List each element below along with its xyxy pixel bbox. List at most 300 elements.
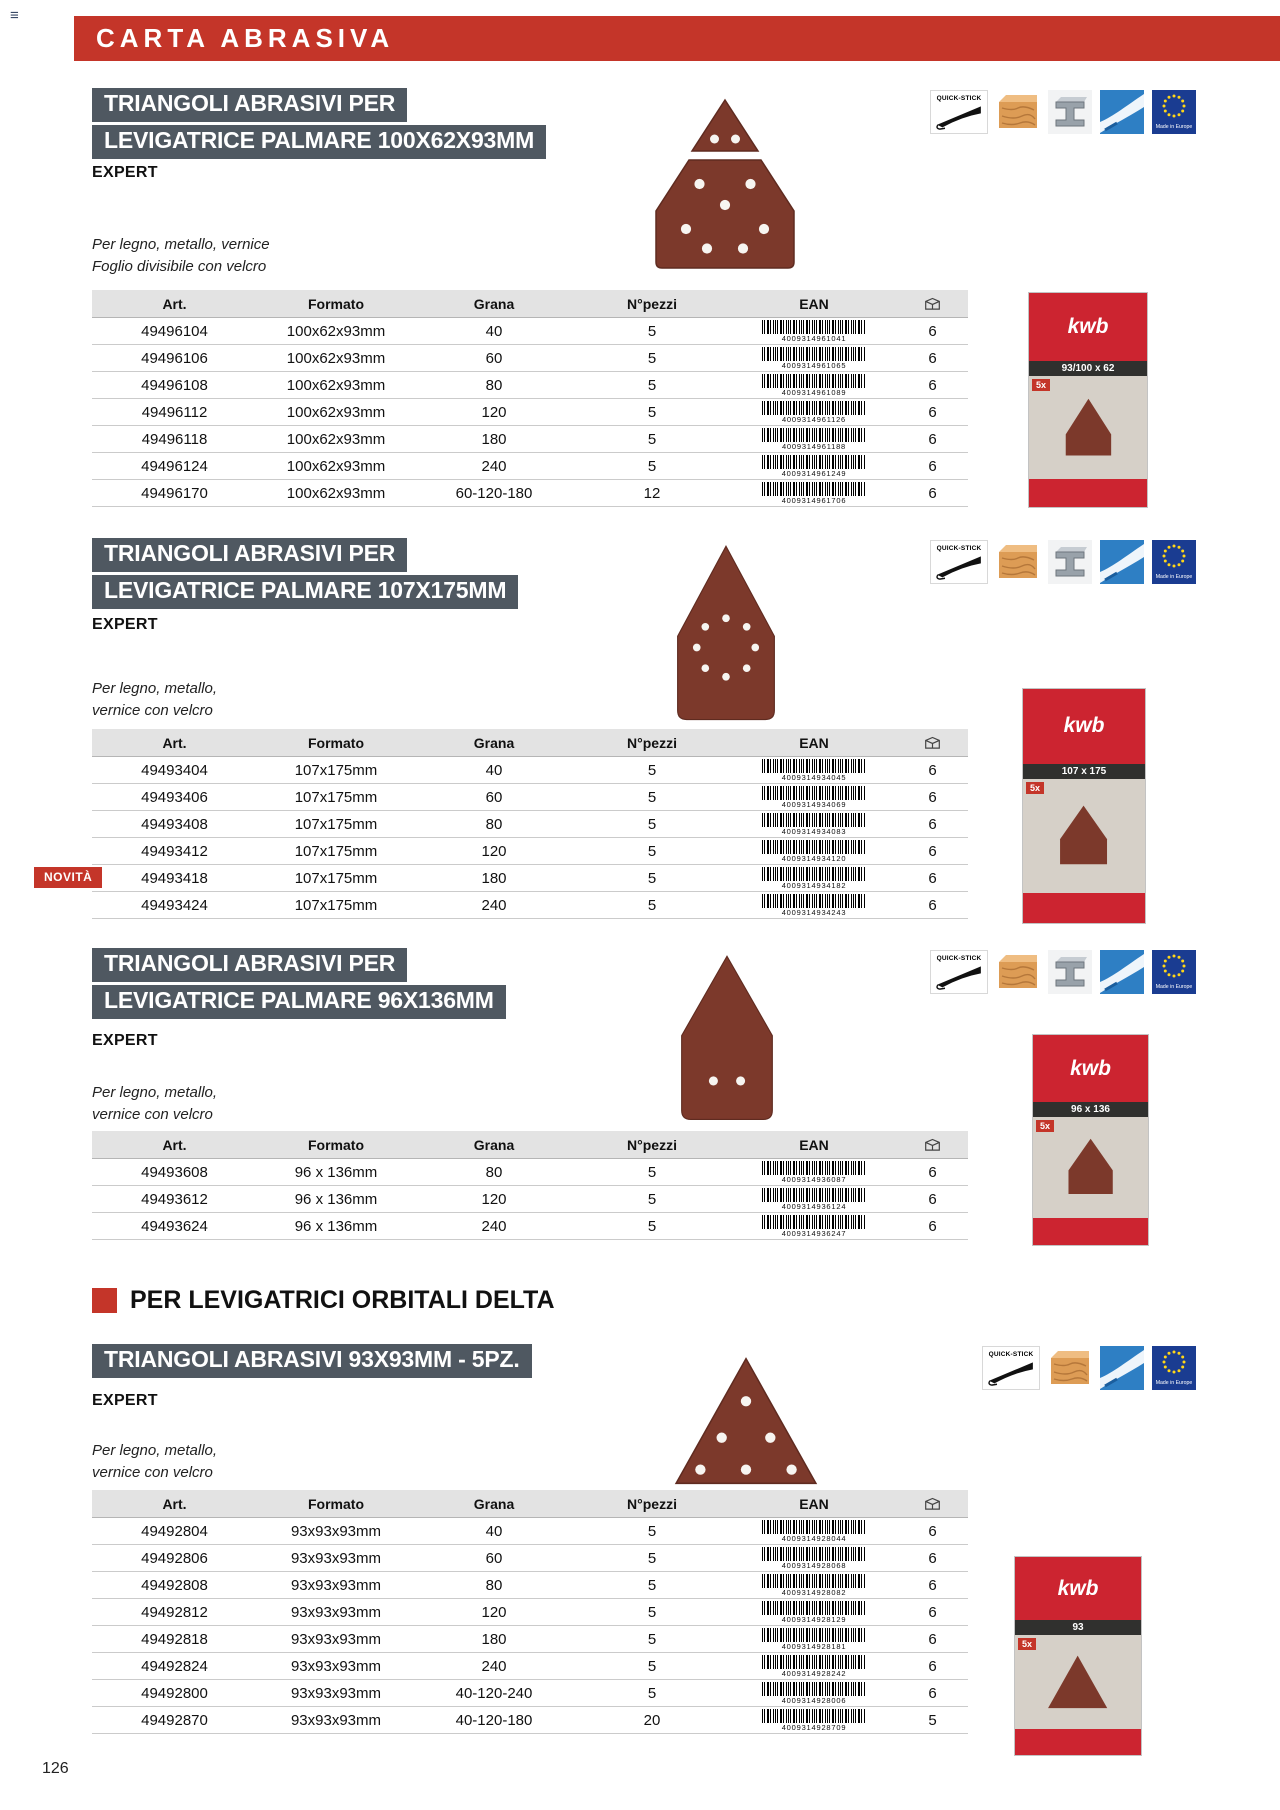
header-ean: EAN (799, 734, 829, 751)
barcode (762, 374, 866, 388)
pieces-value: 5 (647, 322, 657, 340)
section-title-line: LEVIGATRICE PALMARE 100X62X93MM (92, 125, 546, 159)
barcode (762, 320, 866, 334)
ean-cell (731, 1628, 897, 1651)
grit-value: 80 (485, 1163, 503, 1181)
article-number: 49493608 (141, 1163, 208, 1181)
kwb-logo: kwb (1033, 1035, 1148, 1102)
format-value: 100x62x93mm (286, 457, 386, 475)
article-number: 49492804 (141, 1522, 208, 1540)
pieces-value: 5 (647, 788, 657, 806)
ean-number: 4009314961706 (781, 495, 847, 505)
pack-quantity: 6 (928, 1684, 937, 1702)
table-row (92, 345, 968, 372)
pack-quantity: 6 (928, 1603, 937, 1621)
varnish-icon (1100, 540, 1144, 584)
header-art: Art. (162, 1136, 187, 1153)
pack-quantity: 6 (928, 1576, 937, 1594)
format-value: 93x93x93mm (290, 1657, 382, 1675)
pack-quantity: 6 (928, 761, 937, 779)
quick-stick-label: QUICK-STICK (936, 95, 982, 102)
format-value: 100x62x93mm (286, 484, 386, 502)
ean-number: 4009314928082 (781, 1587, 847, 1597)
pieces-value: 5 (647, 1163, 657, 1181)
ean-cell (731, 1215, 897, 1238)
pack-quantity: 6 (928, 815, 937, 833)
product-description (92, 678, 217, 722)
table-row (92, 1213, 968, 1240)
article-number: 49493408 (141, 815, 208, 833)
section-title (92, 1344, 532, 1378)
ean-number: 4009314928242 (781, 1668, 847, 1678)
article-number: 49496170 (141, 484, 208, 502)
grit-value: 60 (485, 349, 503, 367)
table-header (92, 1131, 968, 1159)
table-body (92, 757, 968, 919)
ean-cell (731, 455, 897, 478)
pieces-value: 5 (647, 869, 657, 887)
ean-number: 4009314934083 (781, 826, 847, 836)
article-number: 49492818 (141, 1630, 208, 1648)
article-number: 49492806 (141, 1549, 208, 1567)
feature-icons (982, 1346, 1196, 1390)
format-value: 107x175mm (294, 869, 378, 887)
barcode (762, 1655, 866, 1669)
table-row (92, 1159, 968, 1186)
pieces-value: 5 (647, 1684, 657, 1702)
package-icon (924, 1138, 941, 1152)
section-title-line: TRIANGOLI ABRASIVI PER (92, 538, 407, 572)
ean-number: 4009314961126 (781, 414, 847, 424)
format-value: 93x93x93mm (290, 1603, 382, 1621)
header-formato: Formato (308, 734, 364, 751)
barcode (762, 1547, 866, 1561)
grit-value: 60-120-180 (455, 484, 533, 502)
product-image-sanding-pad (670, 1352, 822, 1490)
product-image-sanding-pad (650, 94, 800, 280)
article-number: 49493624 (141, 1217, 208, 1235)
table-row (92, 399, 968, 426)
brand-line: EXPERT (92, 1392, 158, 1409)
quick-stick-icon (930, 540, 988, 584)
description-line: Foglio divisibile con velcro (92, 258, 267, 275)
barcode (762, 347, 866, 361)
ean-cell (731, 786, 897, 809)
article-number: 49493418 (141, 869, 208, 887)
package-qty-badge: 5x (1036, 1120, 1054, 1132)
package-photo (1032, 1034, 1149, 1246)
ean-cell (731, 867, 897, 890)
wood-icon (996, 540, 1040, 584)
made-in-europe-label: Made in Europe (1155, 1380, 1193, 1386)
category-heading-text: PER LEVIGATRICI ORBITALI DELTA (130, 1286, 555, 1314)
package-qty-badge: 5x (1032, 379, 1050, 391)
pack-quantity: 6 (928, 788, 937, 806)
table-row (92, 865, 968, 892)
grit-value: 240 (481, 1217, 507, 1235)
description-line: Per legno, metallo, (92, 680, 218, 697)
header-ean: EAN (799, 1495, 829, 1512)
grit-value: 240 (481, 896, 507, 914)
grit-value: 180 (481, 1630, 507, 1648)
pieces-value: 5 (647, 403, 657, 421)
product-image-sanding-pad (668, 954, 786, 1124)
grit-value: 120 (481, 1603, 507, 1621)
ean-number: 4009314934045 (781, 772, 847, 782)
metal-icon (1048, 540, 1092, 584)
header-pack (897, 1497, 968, 1511)
article-number: 49492800 (141, 1684, 208, 1702)
section-title (92, 538, 518, 609)
header-grana: Grana (473, 295, 515, 312)
header-ean: EAN (799, 1136, 829, 1153)
package-size-label: 93/100 x 62 (1029, 361, 1147, 376)
section-title-line: LEVIGATRICE PALMARE 96X136MM (92, 985, 506, 1019)
pack-quantity: 6 (928, 403, 937, 421)
article-number: 49493612 (141, 1190, 208, 1208)
grit-value: 180 (481, 869, 507, 887)
ean-number: 4009314934182 (781, 880, 847, 890)
section-title (92, 948, 506, 1019)
barcode (762, 1574, 866, 1588)
quick-stick-icon (930, 90, 988, 134)
table-row (92, 838, 968, 865)
ean-number: 4009314934069 (781, 799, 847, 809)
description-line: Per legno, metallo, vernice (92, 236, 270, 253)
description-line: Per legno, metallo, (92, 1442, 218, 1459)
metal-icon (1048, 950, 1092, 994)
ean-number: 4009314936124 (781, 1201, 847, 1211)
table-row (92, 784, 968, 811)
article-number: 49496108 (141, 376, 208, 394)
wood-icon (1048, 1346, 1092, 1390)
product-description (92, 234, 270, 278)
ean-number: 4009314928129 (781, 1614, 847, 1624)
brand-line: EXPERT (92, 1032, 158, 1049)
product-table (92, 1131, 968, 1240)
barcode (762, 813, 866, 827)
table-body (92, 1518, 968, 1734)
package-icon (924, 736, 941, 750)
table-body (92, 1159, 968, 1240)
format-value: 96 x 136mm (294, 1190, 378, 1208)
article-number: 49496106 (141, 349, 208, 367)
table-row (92, 1707, 968, 1734)
pieces-value: 5 (647, 896, 657, 914)
table-row (92, 372, 968, 399)
ean-number: 4009314934243 (781, 907, 847, 917)
header-art: Art. (162, 1495, 187, 1512)
barcode (762, 1601, 866, 1615)
pieces-value: 5 (647, 1522, 657, 1540)
article-number: 49496124 (141, 457, 208, 475)
made-in-europe-label: Made in Europe (1155, 124, 1193, 130)
metal-icon (1048, 90, 1092, 134)
quick-stick-label: QUICK-STICK (988, 1351, 1034, 1358)
header-pack (897, 1138, 968, 1152)
grit-value: 40-120-180 (455, 1711, 533, 1729)
pieces-value: 5 (647, 1549, 657, 1567)
pack-quantity: 6 (928, 842, 937, 860)
pack-quantity: 6 (928, 1217, 937, 1235)
format-value: 100x62x93mm (286, 349, 386, 367)
pieces-value: 5 (647, 376, 657, 394)
ean-number: 4009314928006 (781, 1695, 847, 1705)
header-grana: Grana (473, 1495, 515, 1512)
pieces-value: 5 (647, 1576, 657, 1594)
article-number: 49493412 (141, 842, 208, 860)
format-value: 107x175mm (294, 896, 378, 914)
header-grana: Grana (473, 734, 515, 751)
package-qty-badge: 5x (1018, 1638, 1036, 1650)
article-number: 49492808 (141, 1576, 208, 1594)
red-square-bullet (92, 1288, 117, 1313)
pack-quantity: 6 (928, 1549, 937, 1567)
ean-cell (731, 401, 897, 424)
table-header (92, 290, 968, 318)
ean-cell (731, 320, 897, 343)
package-size-label: 96 x 136 (1033, 1102, 1148, 1117)
header-ean: EAN (799, 295, 829, 312)
pack-quantity: 6 (928, 376, 937, 394)
grit-value: 60 (485, 788, 503, 806)
menu-icon[interactable]: ≡ (10, 7, 19, 24)
ean-cell (731, 347, 897, 370)
ean-cell (731, 840, 897, 863)
ean-cell (731, 1655, 897, 1678)
ean-number: 4009314934120 (781, 853, 847, 863)
product-description (92, 1440, 217, 1484)
kwb-logo: kwb (1015, 1557, 1141, 1620)
format-value: 100x62x93mm (286, 430, 386, 448)
table-row (92, 426, 968, 453)
grit-value: 120 (481, 1190, 507, 1208)
table-body (92, 318, 968, 507)
category-heading (92, 1286, 555, 1315)
table-row (92, 757, 968, 784)
package-footer (1029, 479, 1147, 507)
pack-quantity: 5 (928, 1711, 937, 1729)
package-photo (1014, 1556, 1142, 1756)
article-number: 49492812 (141, 1603, 208, 1621)
barcode (762, 455, 866, 469)
package-size-label: 93 (1015, 1620, 1141, 1635)
table-row (92, 1626, 968, 1653)
format-value: 93x93x93mm (290, 1630, 382, 1648)
pieces-value: 5 (647, 1217, 657, 1235)
format-value: 107x175mm (294, 761, 378, 779)
product-image-sanding-pad (662, 544, 790, 724)
novita-badge: NOVITÀ (34, 867, 102, 888)
quick-stick-icon (930, 950, 988, 994)
pieces-value: 20 (643, 1711, 661, 1729)
header-art: Art. (162, 734, 187, 751)
package-qty-badge: 5x (1026, 782, 1044, 794)
made-in-europe-icon (1152, 90, 1196, 134)
pieces-value: 5 (647, 815, 657, 833)
grit-value: 40 (485, 322, 503, 340)
package-product-photo (1029, 376, 1147, 479)
format-value: 107x175mm (294, 815, 378, 833)
format-value: 100x62x93mm (286, 376, 386, 394)
table-header (92, 729, 968, 757)
quick-stick-label: QUICK-STICK (936, 545, 982, 552)
grit-value: 240 (481, 1657, 507, 1675)
barcode (762, 1709, 866, 1723)
barcode (762, 482, 866, 496)
barcode (762, 867, 866, 881)
table-row (92, 811, 968, 838)
package-size-label: 107 x 175 (1023, 764, 1145, 779)
format-value: 96 x 136mm (294, 1217, 378, 1235)
pieces-value: 12 (643, 484, 661, 502)
pack-quantity: 6 (928, 484, 937, 502)
grit-value: 80 (485, 815, 503, 833)
pack-quantity: 6 (928, 322, 937, 340)
grit-value: 180 (481, 430, 507, 448)
package-photo (1022, 688, 1146, 924)
article-number: 49492824 (141, 1657, 208, 1675)
ean-number: 4009314928181 (781, 1641, 847, 1651)
pack-quantity: 6 (928, 896, 937, 914)
package-product-photo (1023, 779, 1145, 893)
pack-quantity: 6 (928, 457, 937, 475)
header-pezzi: N°pezzi (627, 1495, 677, 1512)
barcode (762, 1628, 866, 1642)
ean-cell (731, 1188, 897, 1211)
barcode (762, 1161, 866, 1175)
ean-cell (731, 1682, 897, 1705)
table-row (92, 1653, 968, 1680)
made-in-europe-icon (1152, 950, 1196, 994)
pack-quantity: 6 (928, 430, 937, 448)
wood-icon (996, 90, 1040, 134)
table-row (92, 1680, 968, 1707)
ean-cell (731, 374, 897, 397)
table-row (92, 1186, 968, 1213)
product-description (92, 1082, 217, 1126)
barcode (762, 840, 866, 854)
format-value: 93x93x93mm (290, 1549, 382, 1567)
quick-stick-label: QUICK-STICK (936, 955, 982, 962)
format-value: 107x175mm (294, 788, 378, 806)
header-art: Art. (162, 295, 187, 312)
pack-quantity: 6 (928, 1163, 937, 1181)
grit-value: 120 (481, 842, 507, 860)
grit-value: 120 (481, 403, 507, 421)
ean-cell (731, 1601, 897, 1624)
pieces-value: 5 (647, 1603, 657, 1621)
kwb-logo: kwb (1029, 293, 1147, 361)
article-number: 49492870 (141, 1711, 208, 1729)
section-title-line: TRIANGOLI ABRASIVI PER (92, 948, 407, 982)
ean-number: 4009314936087 (781, 1174, 847, 1184)
format-value: 107x175mm (294, 842, 378, 860)
ean-cell (731, 813, 897, 836)
pieces-value: 5 (647, 1630, 657, 1648)
table-row (92, 1599, 968, 1626)
varnish-icon (1100, 1346, 1144, 1390)
brand-line: EXPERT (92, 616, 158, 633)
header-pack (897, 736, 968, 750)
barcode (762, 1682, 866, 1696)
ean-number: 4009314961249 (781, 468, 847, 478)
grit-value: 40 (485, 761, 503, 779)
header-formato: Formato (308, 1136, 364, 1153)
section-title (92, 88, 546, 159)
grit-value: 80 (485, 376, 503, 394)
pieces-value: 5 (647, 349, 657, 367)
description-line: Per legno, metallo, (92, 1084, 218, 1101)
article-number: 49493404 (141, 761, 208, 779)
grit-value: 40-120-240 (455, 1684, 533, 1702)
format-value: 93x93x93mm (290, 1684, 382, 1702)
article-number: 49496118 (141, 430, 208, 448)
ean-number: 4009314961089 (781, 387, 847, 397)
barcode (762, 1215, 866, 1229)
header-grana: Grana (473, 1136, 515, 1153)
header-formato: Formato (308, 1495, 364, 1512)
made-in-europe-label: Made in Europe (1155, 984, 1193, 990)
grit-value: 40 (485, 1522, 503, 1540)
package-icon (924, 297, 941, 311)
ean-cell (731, 1709, 897, 1732)
wood-icon (996, 950, 1040, 994)
brand-line: EXPERT (92, 164, 158, 181)
pack-quantity: 6 (928, 349, 937, 367)
grit-value: 80 (485, 1576, 503, 1594)
table-row (92, 1518, 968, 1545)
ean-number: 4009314936247 (781, 1228, 847, 1238)
barcode (762, 1188, 866, 1202)
kwb-logo: kwb (1023, 689, 1145, 764)
feature-icons (930, 950, 1196, 994)
ean-number: 4009314928044 (781, 1533, 847, 1543)
page-title: CARTA ABRASIVA (74, 16, 1280, 61)
barcode (762, 1520, 866, 1534)
grit-value: 60 (485, 1549, 503, 1567)
varnish-icon (1100, 950, 1144, 994)
table-row (92, 1572, 968, 1599)
ean-cell (731, 894, 897, 917)
pieces-value: 5 (647, 1657, 657, 1675)
description-line: vernice con velcro (92, 1464, 213, 1481)
varnish-icon (1100, 90, 1144, 134)
package-photo (1028, 292, 1148, 508)
barcode (762, 428, 866, 442)
made-in-europe-label: Made in Europe (1155, 574, 1193, 580)
pack-quantity: 6 (928, 1630, 937, 1648)
description-line: vernice con velcro (92, 702, 213, 719)
pieces-value: 5 (647, 457, 657, 475)
ean-number: 4009314928068 (781, 1560, 847, 1570)
table-row (92, 480, 968, 507)
ean-number: 4009314961065 (781, 360, 847, 370)
ean-number: 4009314928709 (781, 1722, 847, 1732)
barcode (762, 894, 866, 908)
package-footer (1033, 1218, 1148, 1245)
table-row (92, 453, 968, 480)
ean-cell (731, 482, 897, 505)
description-line: vernice con velcro (92, 1106, 213, 1123)
ean-cell (731, 428, 897, 451)
article-number: 49496104 (141, 322, 208, 340)
section-title-line: LEVIGATRICE PALMARE 107X175MM (92, 575, 518, 609)
package-footer (1023, 893, 1145, 923)
product-table (92, 729, 968, 919)
barcode (762, 401, 866, 415)
page-number: 126 (42, 1760, 69, 1777)
